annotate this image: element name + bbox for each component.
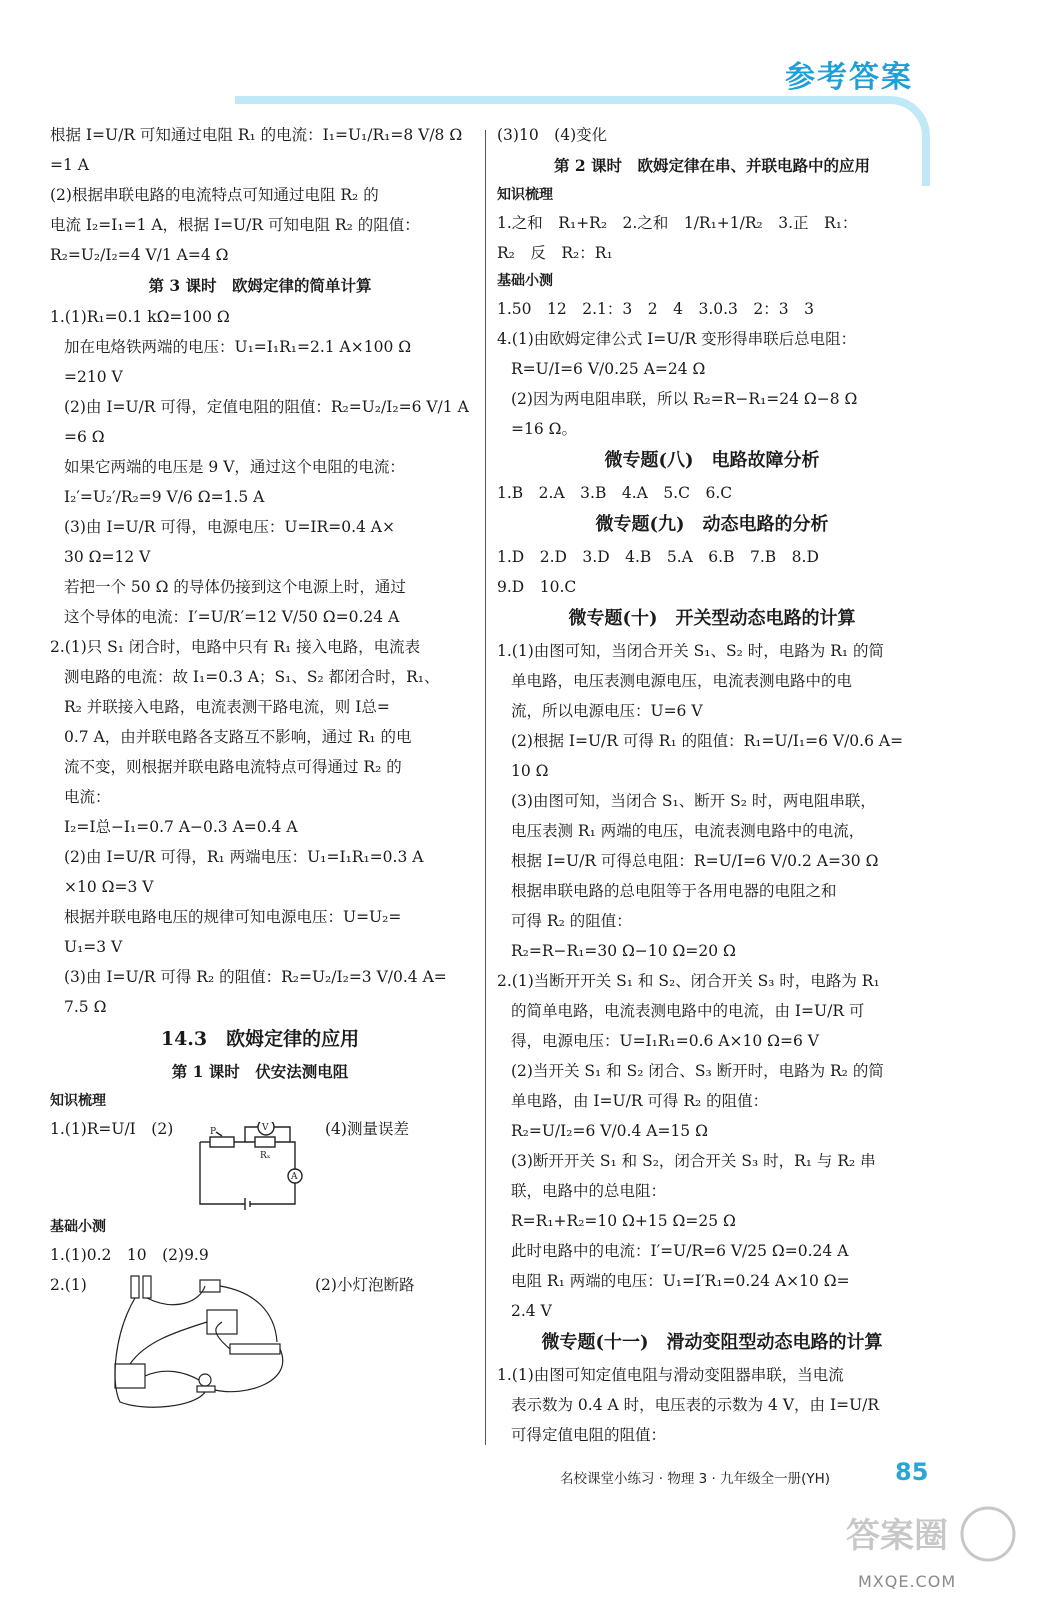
page-header-title: 参考答案 (785, 60, 913, 95)
text-line: 根据 I=U/R 可得总电阻：R=U/I=6 V/0.2 A=30 Ω (511, 852, 879, 870)
knowledge-answer-end: (4)测量误差 (325, 1120, 409, 1138)
text-line: 2.4 V (511, 1302, 552, 1320)
text-line: R₂=U₂/I₂=4 V/1 A=4 Ω (50, 246, 229, 264)
text-line: 10 Ω (511, 762, 549, 780)
text-line: 1.50 12 2.1：3 2 4 3.0.3 2：3 3 (497, 300, 814, 318)
text-line: 电阻 R₁ 两端的电压：U₁=I′R₁=0.24 A×10 Ω= (511, 1272, 850, 1290)
voltmeter-label: V (262, 1123, 269, 1133)
text-line: 9.D 10.C (497, 578, 577, 596)
text-line: 电流 I₂=I₁=1 A，根据 I=U/R 可知电阻 R₂ 的阻值： (50, 216, 420, 234)
text-line: 电流： (64, 788, 111, 806)
lesson3-title: 第 3 课时 欧姆定律的简单计算 (148, 276, 372, 295)
text-line: 此时电路中的电流：I′=U/R=6 V/25 Ω=0.24 A (511, 1242, 849, 1260)
watermark-text: MXQE.COM (858, 1572, 957, 1591)
text-line: =1 A (50, 156, 89, 174)
knowledge-answer: 1.(1)R=U/I (2) (50, 1120, 174, 1138)
topic9-title: 微专题(九) 动态电路的分析 (595, 514, 829, 535)
text-line: (3)由图可知，当闭合 S₁、断开 S₂ 时，两电阻串联， (511, 792, 876, 810)
text-line: 若把一个 50 Ω 的导体仍接到这个电源上时，通过 (64, 578, 406, 596)
text-line: I₂′=U₂′/R₂=9 V/6 Ω=1.5 A (64, 488, 265, 506)
text-line: 1.(1)由图可知定值电阻与滑动变阻器串联，当电流 (497, 1366, 844, 1384)
text-line: 1.之和 R₁+R₂ 2.之和 1/R₁+1/R₂ 3.正 R₁： (497, 214, 858, 232)
text-line: 1.B 2.A 3.B 4.A 5.C 6.C (497, 484, 733, 502)
text-line: (3)由 I=U/R 可得，电源电压：U=IR=0.4 A× (64, 518, 395, 536)
text-line: 单电路，电压表测电源电压，电流表测电路中的电 (511, 672, 853, 690)
text-line: R₂ 反 R₂：R₁ (497, 244, 613, 262)
basic-label: 基础小测 (497, 273, 553, 289)
text-line: (2)当开关 S₁ 和 S₂ 闭合、S₃ 断开时，电路为 R₂ 的简 (511, 1062, 884, 1080)
text-line: 表示数为 0.4 A 时，电压表的示数为 4 V，由 I=U/R (511, 1396, 880, 1414)
text-line: 单电路，由 I=U/R 可得 R₂ 的阻值： (511, 1092, 769, 1110)
text-line: 可得定值电阻的阻值： (511, 1426, 667, 1444)
text-line: 测电路的电流：故 I₁=0.3 A；S₁、S₂ 都闭合时，R₁、 (64, 668, 440, 686)
text-line: 7.5 Ω (64, 998, 107, 1016)
text-line: U₁=3 V (64, 938, 123, 956)
text-line: 电压表测 R₁ 两端的电压，电流表测电路中的电流， (511, 822, 865, 840)
text-line: 0.7 A，由并联电路各支路互不影响，通过 R₁ 的电 (64, 728, 412, 746)
text-line: 根据 I=U/R 可知通过电阻 R₁ 的电流：I₁=U₁/R₁=8 V/8 Ω (50, 126, 463, 144)
text-line: 加在电烙铁两端的电压：U₁=I₁R₁=2.1 A×100 Ω (64, 338, 412, 356)
text-line: 流，所以电源电压：U=6 V (511, 702, 703, 720)
resistor-label: Rₓ (260, 1151, 271, 1161)
knowledge-label: 知识梳理 (497, 187, 553, 203)
text-line: 30 Ω=12 V (64, 548, 151, 566)
text-line: I₂=I总−I₁=0.7 A−0.3 A=0.4 A (64, 818, 298, 836)
right-column (497, 120, 927, 1450)
topic8-title: 微专题(八) 电路故障分析 (604, 450, 820, 471)
header-bar (235, 96, 885, 104)
left-intro (50, 120, 470, 270)
left-column (50, 120, 470, 1410)
footer-book-title: 名校课堂小练习 · 物理 3 · 九年级全一册(YH) (560, 1471, 831, 1487)
circuit-answer-row (50, 1114, 470, 1214)
text-line: (2)由 I=U/R 可得，R₁ 两端电压：U₁=I₁R₁=0.3 A (64, 848, 424, 866)
text-line: 1.(1)R₁=0.1 kΩ=100 Ω (50, 308, 230, 326)
text-line: ×10 Ω=3 V (64, 878, 154, 896)
text-line: R₂=R−R₁=30 Ω−10 Ω=20 Ω (511, 942, 736, 960)
column-divider (485, 130, 486, 1445)
knowledge-label: 知识梳理 (50, 1093, 106, 1109)
rheostat-label: P (210, 1127, 217, 1137)
text-line: 4.(1)由欧姆定律公式 I=U/R 变形得串联后总电阻： (497, 330, 857, 348)
text-line: 流不变，则根据并联电路电流特点可得通过 R₂ 的 (64, 758, 402, 776)
section-title: 14.3 欧姆定律的应用 (160, 1028, 360, 1050)
lesson1-title: 第 1 课时 伏安法测电阻 (171, 1062, 349, 1081)
text-line: R₂ 并联接入电路，电流表测干路电流，则 I总= (64, 698, 390, 716)
text-line: =16 Ω。 (511, 420, 577, 438)
text-line: 如果它两端的电压是 9 V，通过这个电阻的电流： (64, 458, 405, 476)
text-line: 联，电路中的总电阻： (511, 1182, 667, 1200)
text-line: 可得 R₂ 的阻值： (511, 912, 632, 930)
text-line: 根据串联电路的总电阻等于各用电器的电阻之和 (511, 882, 837, 900)
lesson3-answers (50, 302, 470, 1022)
text-line: (3)断开开关 S₁ 和 S₂，闭合开关 S₃ 时，R₁ 与 R₂ 串 (511, 1152, 876, 1170)
basic-label: 基础小测 (50, 1219, 106, 1235)
text-line: =6 Ω (64, 428, 105, 446)
text-line: (2)由 I=U/R 可得，定值电阻的阻值：R₂=U₂/I₂=6 V/1 A (64, 398, 469, 416)
page-number: 85 (895, 1458, 929, 1486)
text-line: =210 V (64, 368, 123, 386)
topic11-title: 微专题(十一) 滑动变阻型动态电路的计算 (541, 1332, 883, 1353)
text-line: 2.(1)当断开开关 S₁ 和 S₂、闭合开关 S₃ 时，电路为 R₁ (497, 972, 880, 990)
voltammetry-circuit-diagram (190, 1122, 310, 1210)
text-line: 得，电源电压：U=I₁R₁=0.6 A×10 Ω=6 V (511, 1032, 819, 1050)
text-line: R=R₁+R₂=10 Ω+15 Ω=25 Ω (511, 1212, 736, 1230)
text-line: (2)根据串联电路的电流特点可知通过电阻 R₂ 的 (50, 186, 379, 204)
apparatus-answer-row (50, 1270, 470, 1410)
text-line: 1.(1)由图可知，当闭合开关 S₁、S₂ 时，电路为 R₁ 的简 (497, 642, 885, 660)
text-line: 1.D 2.D 3.D 4.B 5.A 6.B 7.B 8.D (497, 548, 819, 566)
text-line: 的简单电路，电流表测电路中的电流，由 I=U/R 可 (511, 1002, 865, 1020)
text-line: (3)10 (4)变化 (497, 126, 608, 144)
text-line: (3)由 I=U/R 可得 R₂ 的阻值：R₂=U₂/I₂=3 V/0.4 A= (64, 968, 447, 986)
watermark-glyph: 答案圈 (846, 1516, 948, 1556)
text-line: 2.(1) (50, 1276, 87, 1294)
text-line: (2)根据 I=U/R 可得 R₁ 的阻值：R₁=U/I₁=6 V/0.6 A= (511, 732, 904, 750)
text-line: 这个导体的电流：I′=U/R′=12 V/50 Ω=0.24 A (64, 608, 400, 626)
text-line: R=U/I=6 V/0.25 A=24 Ω (511, 360, 706, 378)
text-line: R₂=U/I₂=6 V/0.4 A=15 Ω (511, 1122, 708, 1140)
lesson2-title: 第 2 课时 欧姆定律在串、并联电路中的应用 (553, 156, 871, 175)
text-line: 2.(1)只 S₁ 闭合时，电路中只有 R₁ 接入电路，电流表 (50, 638, 421, 656)
topic10-title: 微专题(十) 开关型动态电路的计算 (568, 608, 856, 629)
ammeter-label: A (291, 1172, 298, 1182)
text-line: 1.(1)0.2 10 (2)9.9 (50, 1246, 209, 1264)
apparatus-wiring-diagram (105, 1272, 305, 1408)
text-line: 根据并联电路电压的规律可知电源电压：U=U₂= (64, 908, 402, 926)
text-line: (2)小灯泡断路 (315, 1276, 415, 1294)
text-line: (2)因为两电阻串联，所以 R₂=R−R₁=24 Ω−8 Ω (511, 390, 858, 408)
